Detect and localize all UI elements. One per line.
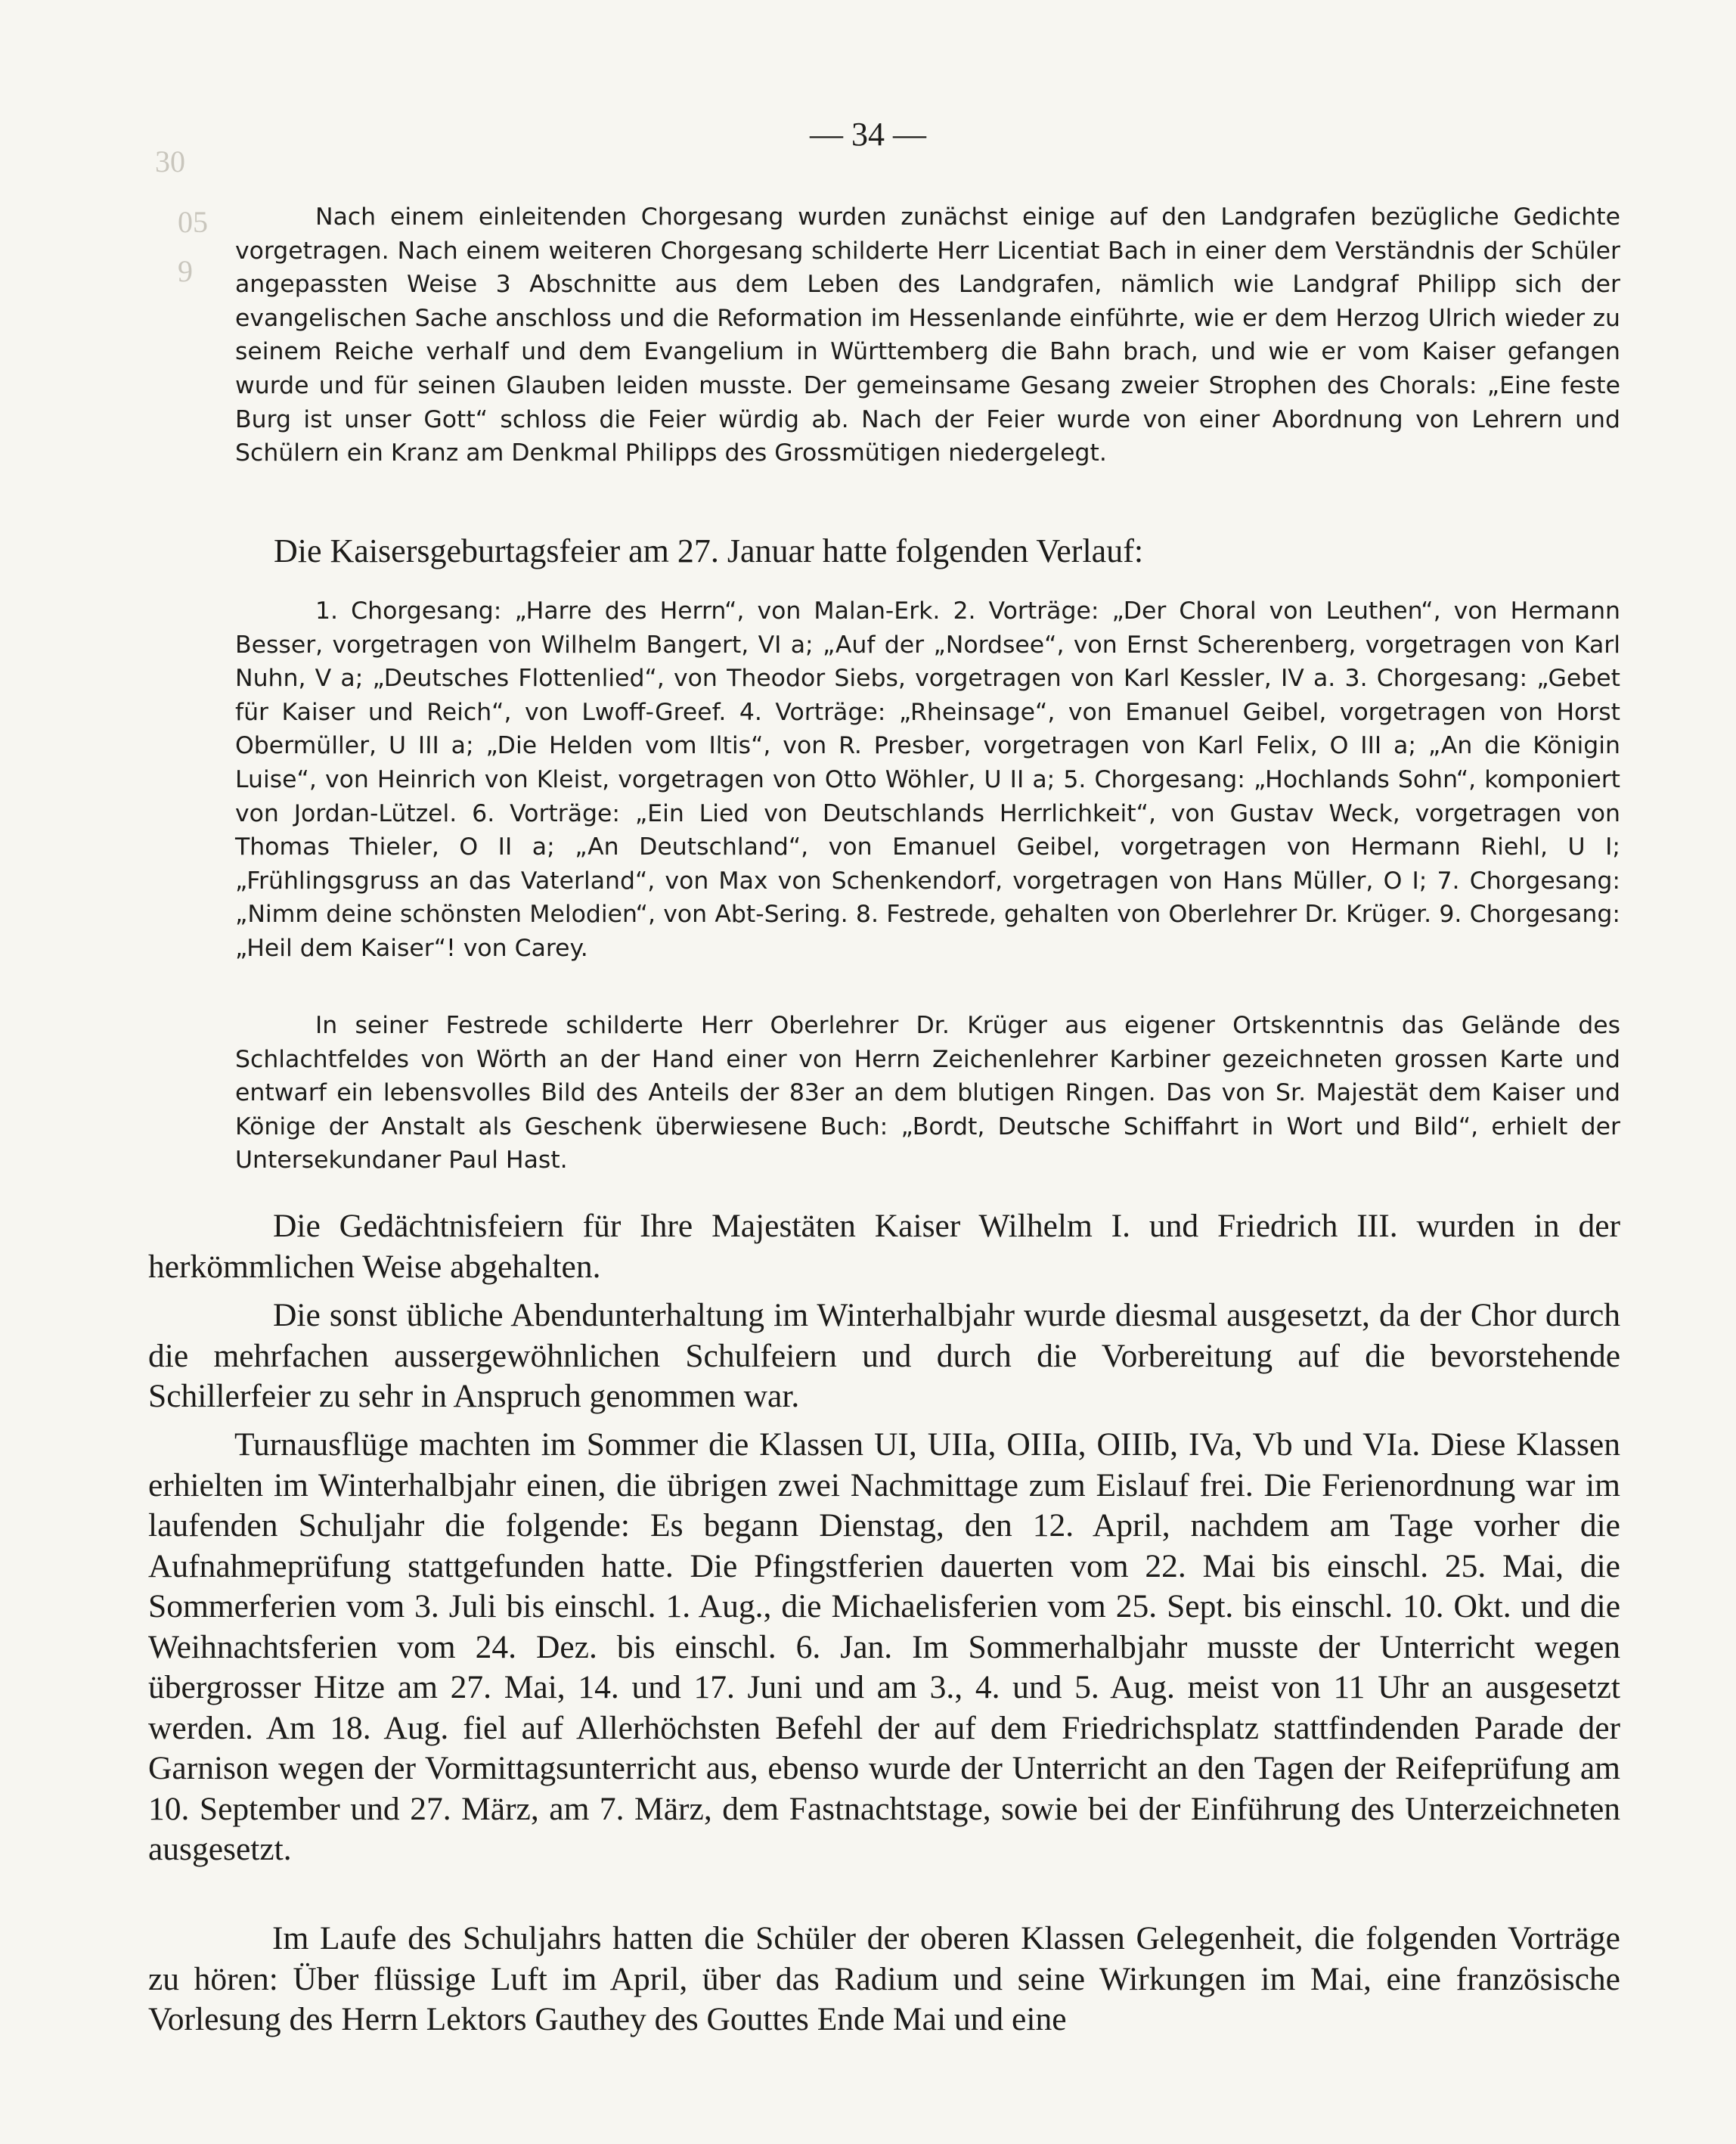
page-number: — 34 — xyxy=(810,116,926,153)
paragraph-gedaechtnisfeiern: Die Gedächtnisfeiern für Ihre Majestäten Kaiser Wilhelm I. und Friedrich III. wurden in der herkömmlichen Weise abgehalten. xyxy=(148,1208,1620,1285)
paragraph-festrede: In seiner Festrede schilderte Herr Oberlehrer Dr. Krüger aus eigener Ortskenntnis das Gelände des Schlachtfeldes von Wörth an der Hand einer von Herrn Zeichenlehrer Karbiner gezeichneten grossen Karte und entwarf ein lebensvolles Bild des Anteils der 83er an dem blutigen Ringen. Das von Sr. Majestät dem Kaiser und Könige der Anstalt als Geschenk überwiesene Buch: „Bordt, Deutsche Schiffahrt in Wort und Bild“, erhielt der Untersekundaner Paul Hast. xyxy=(235,1012,1620,1174)
margin-mark: 30 xyxy=(155,144,185,178)
margin-mark: 9 xyxy=(178,254,193,288)
section-heading: Die Kaisersgeburtagsfeier am 27. Januar hatte folgenden Verlauf: xyxy=(274,532,1144,569)
paragraph-program: 1. Chorgesang: „Harre des Herrn“, von Malan-Erk. 2. Vorträge: „Der Choral von Leuthen“, von Hermann Besser, vorgetragen von Wilhelm Bangert, VI a; „Auf der „Nordsee“, von Ernst Scherenberg, vorgetragen von Karl Nuhn, V a; „Deutsches Flottenlied“, von Theodor Siebs, vorgetragen von Karl Kessler, IV a. 3. Chorgesang: „Gebet für Kaiser und Reich“, von Lwoff-Greef. 4. Vorträge: „Rheinsage“, von Emanuel Geibel, vorgetragen von Horst Obermüller, U III a; „Die Helden vom Iltis“, von R. Presber, vorgetragen von Karl Felix, O III a; „An die Königin Luise“, von Heinrich von Kleist, vorgetragen von Otto Wöhler, U II a; 5. Chorgesang: „Hochlands Sohn“, komponiert von Jordan-Lützel. 6. Vorträge: „Ein Lied von Deutschlands Herrlichkeit“, von Gustav Weck, vorgetragen von Thomas Thieler, O II a; „An Deutschland“, von Emanuel Geibel, vorgetragen von Hermann Riehl, U I; „Frühlingsgruss an das Vaterland“, von Max von Schenkendorf, vorgetragen von Hans Müller, O I; 7. Chorgesang: „Nimm deine schönsten Melodien“, von Abt-Sering. 8. Festrede, gehalten von Oberlehrer Dr. Krüger. 9. Chorgesang: „Heil dem Kaiser“! von Carey. xyxy=(235,597,1620,962)
paragraph-abendunterhaltung: Die sonst übliche Abendunterhaltung im Winterhalbjahr wurde diesmal ausgesetzt, da der Chor durch die mehrfachen aussergewöhnlichen Schulfeiern und durch die Vorbereitung auf die bevorstehende Schillerfeier zu sehr in Anspruch genommen war. xyxy=(148,1297,1620,1414)
margin-mark: 05 xyxy=(178,205,208,239)
paragraph-turnausfluege: Turnausflüge machten im Sommer die Klassen UI, UIIa, OIIIa, OIIIb, IVa, Vb und VIa. Diese Klassen erhielten im Winterhalbjahr einen, die übrigen zwei Nachmittage zum Eislauf frei. Die Ferienordnung war im laufenden Schuljahr die folgende: Es begann Dienstag, den 12. April, nachdem am Tage vorher die Aufnahmeprüfung stattgefunden hatte. Die Pfingstferien dauerten vom 22. Mai bis einschl. 25. Mai, die Sommerferien vom 3. Juli bis einschl. 1. Aug., die Michaelisferien vom 25. Sept. bis einschl. 10. Okt. und die Weihnachtsferien vom 24. Dez. bis einschl. 6. Jan. Im Sommerhalbjahr musste der Unterricht wegen übergrosser Hitze am 27. Mai, 14. und 17. Juni und am 3., 4. und 5. Aug. meist von 11 Uhr an ausgesetzt werden. Am 18. Aug. fiel auf Allerhöchsten Befehl der auf dem Friedrichsplatz stattfindenden Parade der Garnison wegen der Vormittagsunterricht aus, ebenso wurde der Unterricht an den Tagen der Reifeprüfung am 10. September und 27. März, am 7. März, dem Fastnachtstage, sowie bei der Einführung des Unterzeichneten ausgesetzt. xyxy=(148,1426,1620,1867)
paragraph-landgraf-feier: Nach einem einleitenden Chorgesang wurden zunächst einige auf den Landgrafen bezügliche Gedichte vorgetragen. Nach einem weiteren Chorgesang schilderte Herr Licentiat Bach in einer dem Verständnis der Schüler angepassten Weise 3 Abschnitte aus dem Leben des Landgrafen, nämlich wie Landgraf Philipp sich der evangelischen Sache anschloss und die Reformation im Hessenlande einführte, wie er dem Herzog Ulrich wieder zu seinem Reiche verhalf und dem Evangelium in Württemberg die Bahn brach, und wie er vom Kaiser gefangen wurde und für seinen Glauben leiden musste. Der gemeinsame Gesang zweier Strophen des Chorals: „Eine feste Burg ist unser Gott“ schloss die Feier würdig ab. Nach der Feier wurde von einer Abordnung von Lehrern und Schülern ein Kranz am Denkmal Philipps des Grossmütigen niedergelegt. xyxy=(235,203,1620,467)
paragraph-vortraege: Im Laufe des Schuljahrs hatten die Schüler der oberen Klassen Gelegenheit, die folgenden Vorträge zu hören: Über flüssige Luft im April, über das Radium und seine Wirkungen im Mai, eine französische Vorlesung des Herrn Lektors Gauthey des Gouttes Ende Mai und eine xyxy=(148,1920,1620,2037)
